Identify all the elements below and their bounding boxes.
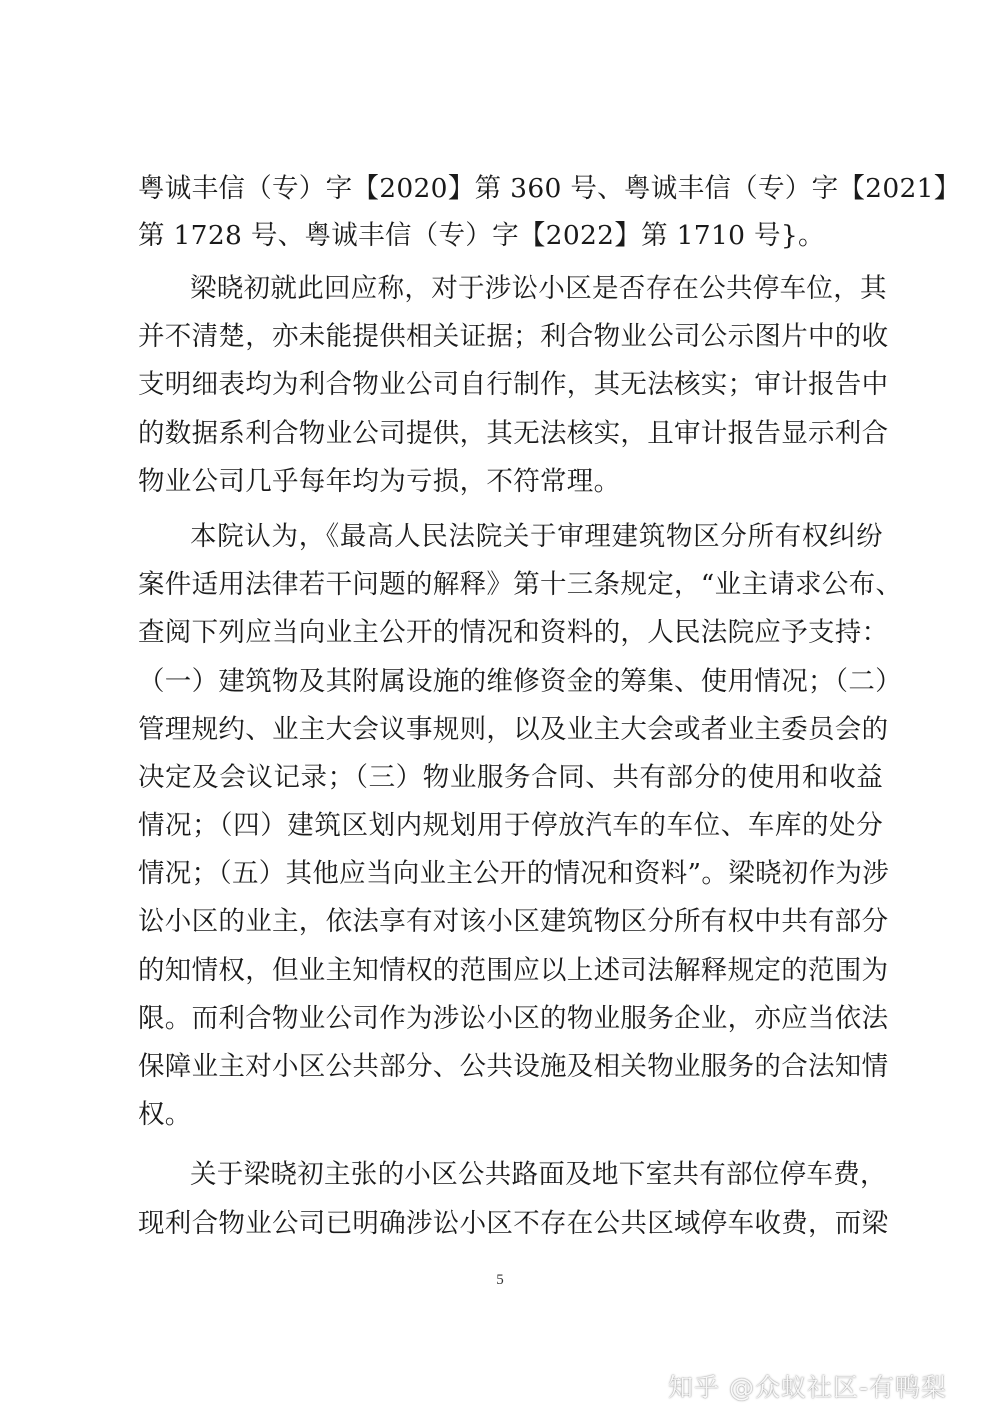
page-number: 5 xyxy=(496,1272,504,1288)
text-line: 决定及会议记录；（三）物业服务合同、共有部分的使用和收益 xyxy=(138,762,883,793)
text-line: 第 1728 号、粤诚丰信（专）字【2022】第 1710 号}。 xyxy=(138,220,825,251)
text-line: 支明细表均为利合物业公司自行制作，其无法核实；审计报告中 xyxy=(138,369,889,400)
text-line: 并不清楚，亦未能提供相关证据；利合物业公司公示图片中的收 xyxy=(138,321,889,352)
text-line: 的数据系利合物业公司提供，其无法核实，且审计报告显示利合 xyxy=(138,418,889,449)
text-line: 物业公司几乎每年均为亏损，不符常理。 xyxy=(138,466,621,497)
text-line: 粤诚丰信（专）字【2020】第 360 号、粤诚丰信（专）字【2021】 xyxy=(138,173,961,204)
text-line: 情况；（四）建筑区划内规划用于停放汽车的车位、车库的处分 xyxy=(138,810,883,841)
text-line: 情况；（五）其他应当向业主公开的情况和资料”。梁晓初作为涉 xyxy=(138,858,889,889)
watermark: 知乎 @众蚁社区-有鸭梨 xyxy=(668,1373,947,1402)
text-line: 现利合物业公司已明确涉讼小区不存在公共区域停车收费，而梁 xyxy=(138,1208,889,1239)
text-line: 保障业主对小区公共部分、公共设施及相关物业服务的合法知情 xyxy=(138,1051,889,1082)
text-line: 梁晓初就此回应称，对于涉讼小区是否存在公共停车位，其 xyxy=(190,273,887,304)
text-line: 查阅下列应当向业主公开的情况和资料的，人民法院应予支持： xyxy=(138,617,889,648)
text-line: 的知情权，但业主知情权的范围应以上述司法解释规定的范围为 xyxy=(138,955,889,986)
text-line: 本院认为，《最高人民法院关于审理建筑物区分所有权纠纷 xyxy=(190,521,883,552)
text-line: 讼小区的业主，依法享有对该小区建筑物区分所有权中共有部分 xyxy=(138,906,889,937)
text-line: 权。 xyxy=(138,1099,192,1130)
text-line: 限。而利合物业公司作为涉讼小区的物业服务企业，亦应当依法 xyxy=(138,1003,889,1034)
text-line: 关于梁晓初主张的小区公共路面及地下室共有部位停车费， xyxy=(190,1159,887,1190)
text-line: 管理规约、业主大会议事规则，以及业主大会或者业主委员会的 xyxy=(138,714,889,745)
text-line: （一）建筑物及其附属设施的维修资金的筹集、使用情况；（二） xyxy=(138,666,902,697)
text-line: 案件适用法律若干问题的解释》第十三条规定，“业主请求公布、 xyxy=(138,569,903,600)
